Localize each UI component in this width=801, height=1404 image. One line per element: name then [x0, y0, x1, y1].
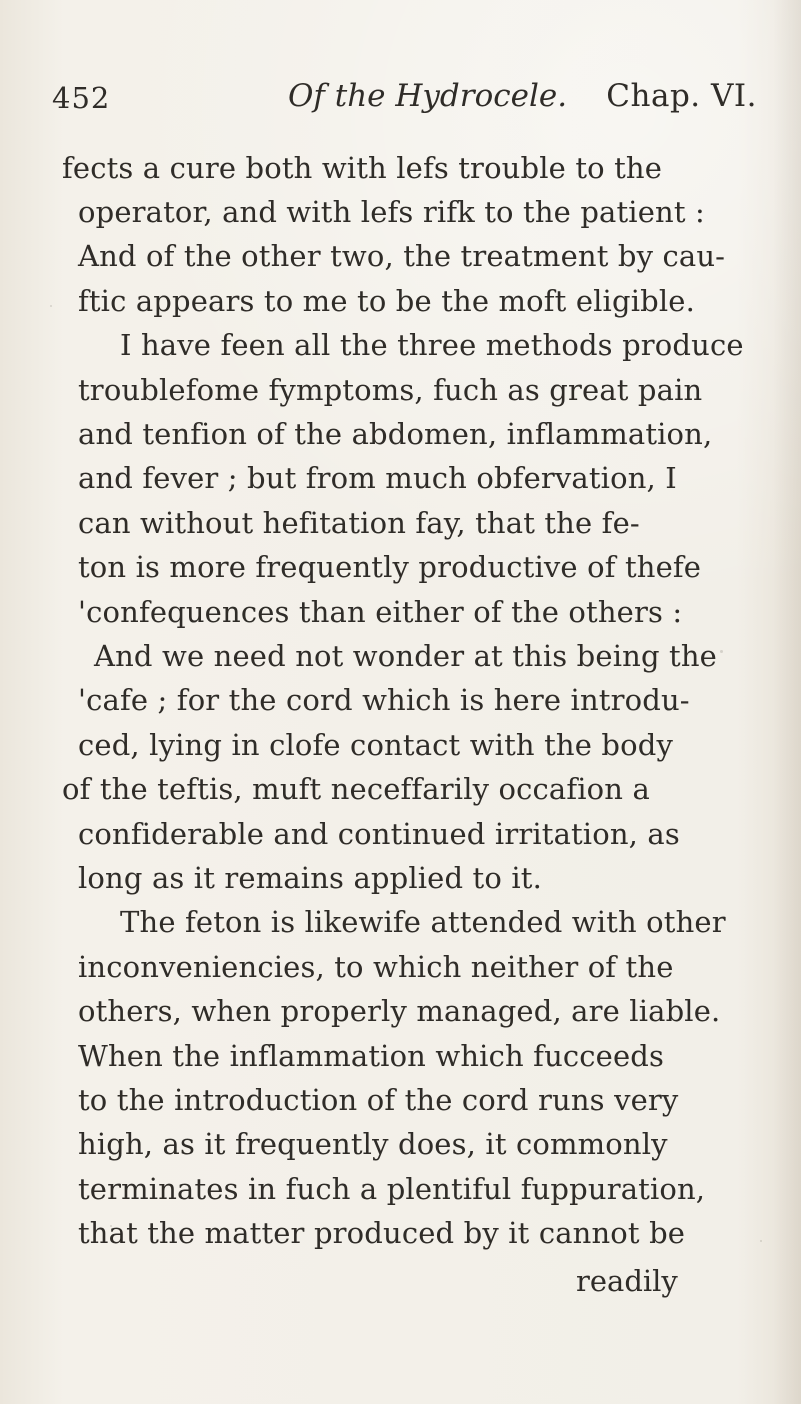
text-line: and tenfion of the abdomen, inflammation, — [78, 417, 713, 451]
paper-speck — [720, 650, 723, 653]
page-number: 452 — [52, 81, 111, 115]
paper-speck — [50, 305, 52, 307]
running-title: Of the Hydrocele. — [288, 78, 568, 114]
text-line: ced, lying in clofe contact with the body — [78, 728, 673, 762]
paper-speck — [760, 1240, 762, 1242]
text-line: When the inflammation which fucceeds — [78, 1039, 665, 1073]
text-line: ftic appears to me to be the moft eligible. — [78, 284, 695, 318]
page-header — [52, 78, 757, 126]
text-line: 'cafe ; for the cord which is here introdu- — [78, 683, 690, 717]
text-line: The feton is likewife attended with other — [120, 905, 726, 939]
text-line: operator, and with lefs rifk to the patient : — [78, 195, 705, 229]
page-edge-shadow — [773, 0, 801, 1404]
text-line: 'confequences than either of the others : — [78, 595, 683, 629]
text-line: I have feen all the three methods produce — [120, 328, 744, 362]
text-line: fects a cure both with lefs trouble to the — [62, 151, 663, 185]
text-line: And of the other two, the treatment by cau- — [78, 239, 726, 273]
text-line: high, as it frequently does, it commonly — [78, 1127, 668, 1161]
text-line: and fever ; but from much obfervation, I — [78, 461, 677, 495]
text-line: confiderable and continued irritation, as — [78, 817, 680, 851]
text-line: terminates in fuch a plentiful fuppuration, — [78, 1172, 706, 1206]
text-line: troublefome fymptoms, fuch as great pain — [78, 373, 703, 407]
text-line: can without hefitation fay, that the fe- — [78, 506, 640, 540]
text-line: to the introduction of the cord runs very — [78, 1083, 679, 1117]
text-line: of the teftis, muft neceffarily occafion a — [62, 772, 650, 806]
text-line: that the matter produced by it cannot be — [78, 1216, 686, 1250]
chapter-label: Chap. VI. — [606, 78, 757, 114]
text-line: And we need not wonder at this being the — [94, 639, 717, 673]
catchword: readily — [576, 1264, 678, 1298]
text-line: inconveniencies, to which neither of the — [78, 950, 674, 984]
text-line: others, when properly managed, are liable. — [78, 994, 721, 1028]
text-line: long as it remains applied to it. — [78, 861, 542, 895]
text-line: ton is more frequently productive of thefe — [78, 550, 702, 584]
